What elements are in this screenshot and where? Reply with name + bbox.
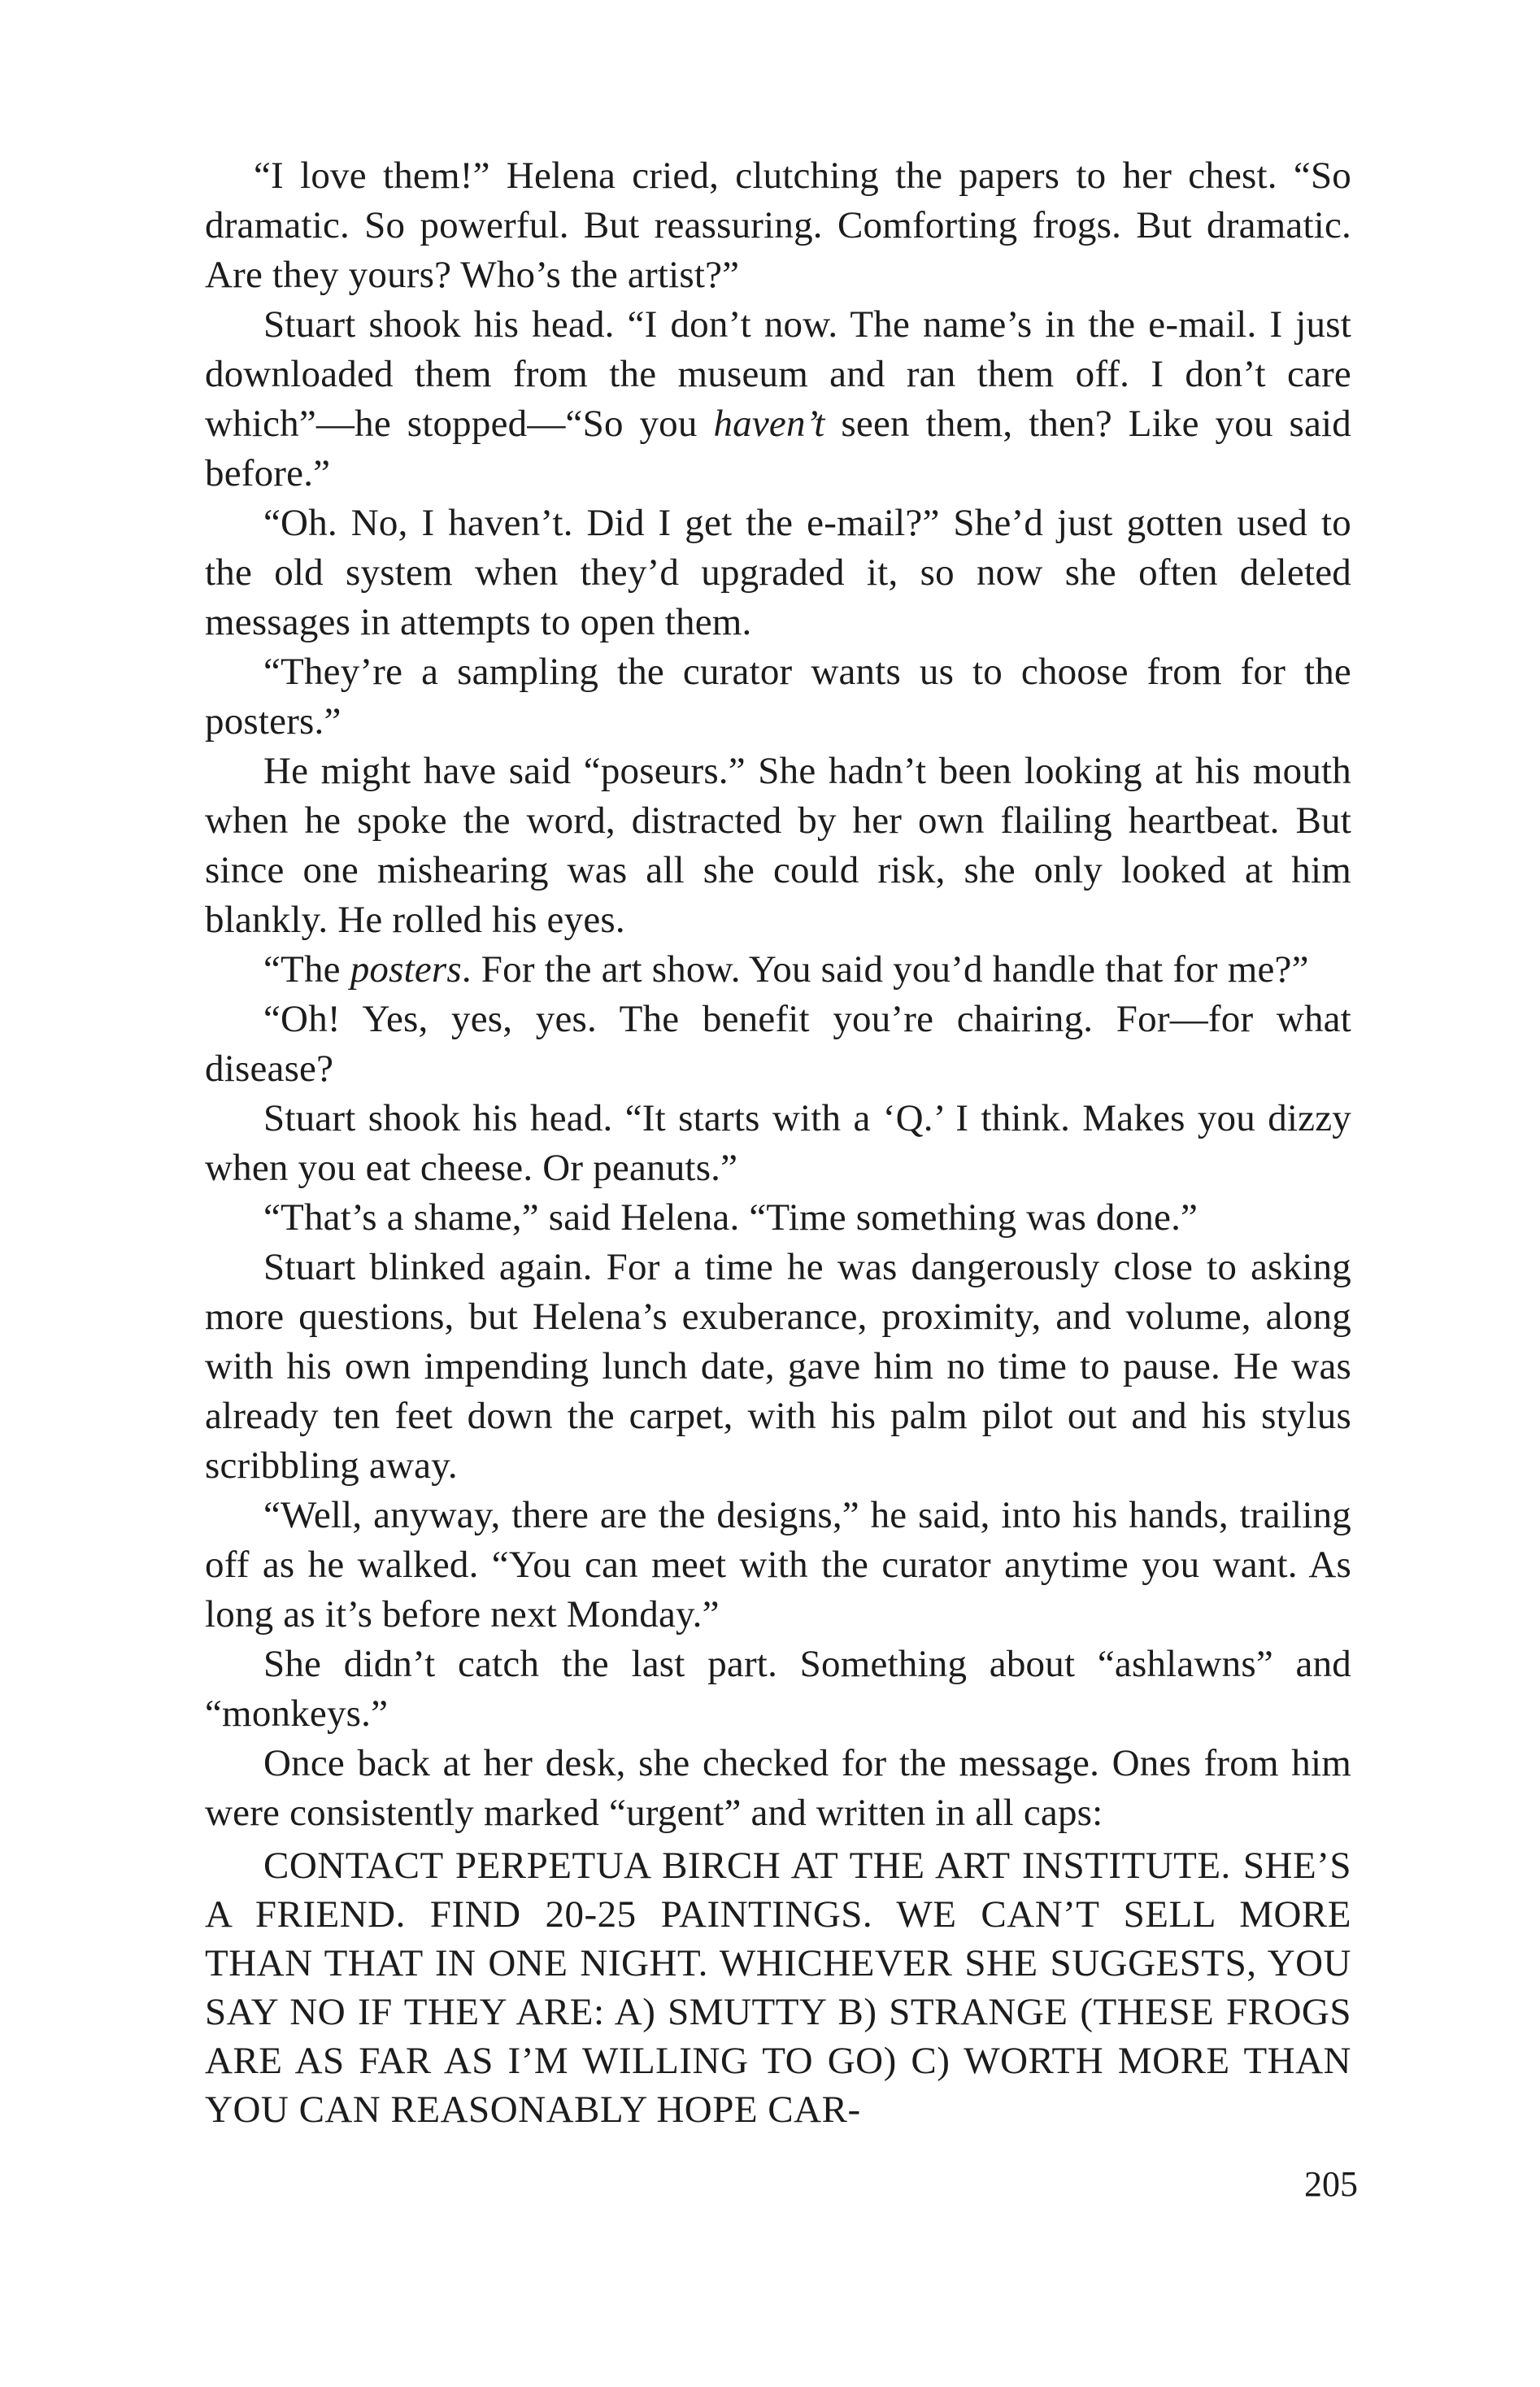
paragraph <box>205 1243 1351 1491</box>
paragraph-text: . For the art show. You said you’d handle that for me?” <box>461 948 1309 991</box>
italic-emphasis: posters <box>350 948 462 991</box>
paragraph-text: “I love them!” Helena cried, clutching the papers to her chest. “So dramatic. So powerful. But reassuring. Comforting frogs. But dramatic. Are they yours? Who’s the artist?” <box>205 155 1351 296</box>
paragraph-text: Stuart shook his head. “I don’t now. The name’s in the e-mail. I just downloaded them from the museum and ran them off. I don’t care which”—he stopped—“So you <box>205 303 1351 445</box>
paragraph <box>205 647 1351 747</box>
italic-emphasis: haven’t <box>713 403 825 445</box>
paragraph <box>205 995 1351 1094</box>
paragraph-text: “The <box>263 948 350 991</box>
memo-text: CONTACT PERPETUA BIRCH AT THE ART INSTITUTE. SHE’S A FRIEND. FIND 20-25 PAINTINGS. WE CAN’T SELL MORE THAN THAT IN ONE NIGHT. WHICHEVER SHE SUGGESTS, YOU SAY NO IF THEY ARE: A) SMUTTY B) STRANGE (THESE FROGS ARE AS FAR AS I’M WILLING TO GO) C) WORTH MORE THAN YOU CAN REASONABLY HOPE CAR- <box>205 1845 1351 2131</box>
paragraph-text: Stuart shook his head. “It starts with a ‘Q.’ I think. Makes you dizzy when you eat cheese. Or peanuts.” <box>205 1097 1351 1189</box>
paragraph <box>205 1739 1351 1838</box>
paragraph-text: Stuart blinked again. For a time he was dangerously close to asking more questions, but Helena’s exuberance, proximity, and volume, along with his own impending lunch date, gave him no time to pause. He was already ten feet down the carpet, with his palm pilot out and his stylus scribbling away. <box>205 1246 1351 1487</box>
email-message-caps <box>205 1841 1351 2134</box>
paragraph <box>205 1094 1351 1193</box>
paragraph-text: “Oh. No, I haven’t. Did I get the e-mail?” She’d just gotten used to the old system when they’d upgraded it, so now she often deleted messages in attempts to open them. <box>205 502 1351 643</box>
paragraph <box>205 1640 1351 1739</box>
paragraph-text: He might have said “poseurs.” She hadn’t been looking at his mouth when he spoke the word, distracted by her own flailing heartbeat. But since one mishearing was all she could risk, she only looked at him blankly. He rolled his eyes. <box>205 750 1351 941</box>
paragraph <box>205 1193 1351 1243</box>
paragraph <box>205 499 1351 647</box>
paragraph-text: seen them, then? Like you said before.” <box>205 403 1351 494</box>
paragraph <box>205 1491 1351 1640</box>
paragraph-text: Once back at her desk, she checked for the message. Ones from him were consistently marked “urgent” and written in all caps: <box>205 1742 1351 1834</box>
page-number: 205 <box>1304 2164 1358 2204</box>
body-text <box>205 151 1351 2134</box>
paragraph <box>205 945 1351 995</box>
paragraph-text: “They’re a sampling the curator wants us to choose from for the posters.” <box>205 651 1351 743</box>
paragraph-text: “Well, anyway, there are the designs,” he said, into his hands, trailing off as he walked. “You can meet with the curator anytime you want. As long as it’s before next Monday.” <box>205 1494 1351 1636</box>
paragraph <box>205 300 1351 499</box>
paragraph <box>205 151 1351 300</box>
paragraph-text: “Oh! Yes, yes, yes. The benefit you’re chairing. For—for what disease? <box>205 998 1351 1090</box>
paragraph-text: She didn’t catch the last part. Something about “ashlawns” and “monkeys.” <box>205 1643 1351 1735</box>
paragraph <box>205 747 1351 945</box>
paragraph-text: “That’s a shame,” said Helena. “Time something was done.” <box>263 1196 1199 1239</box>
